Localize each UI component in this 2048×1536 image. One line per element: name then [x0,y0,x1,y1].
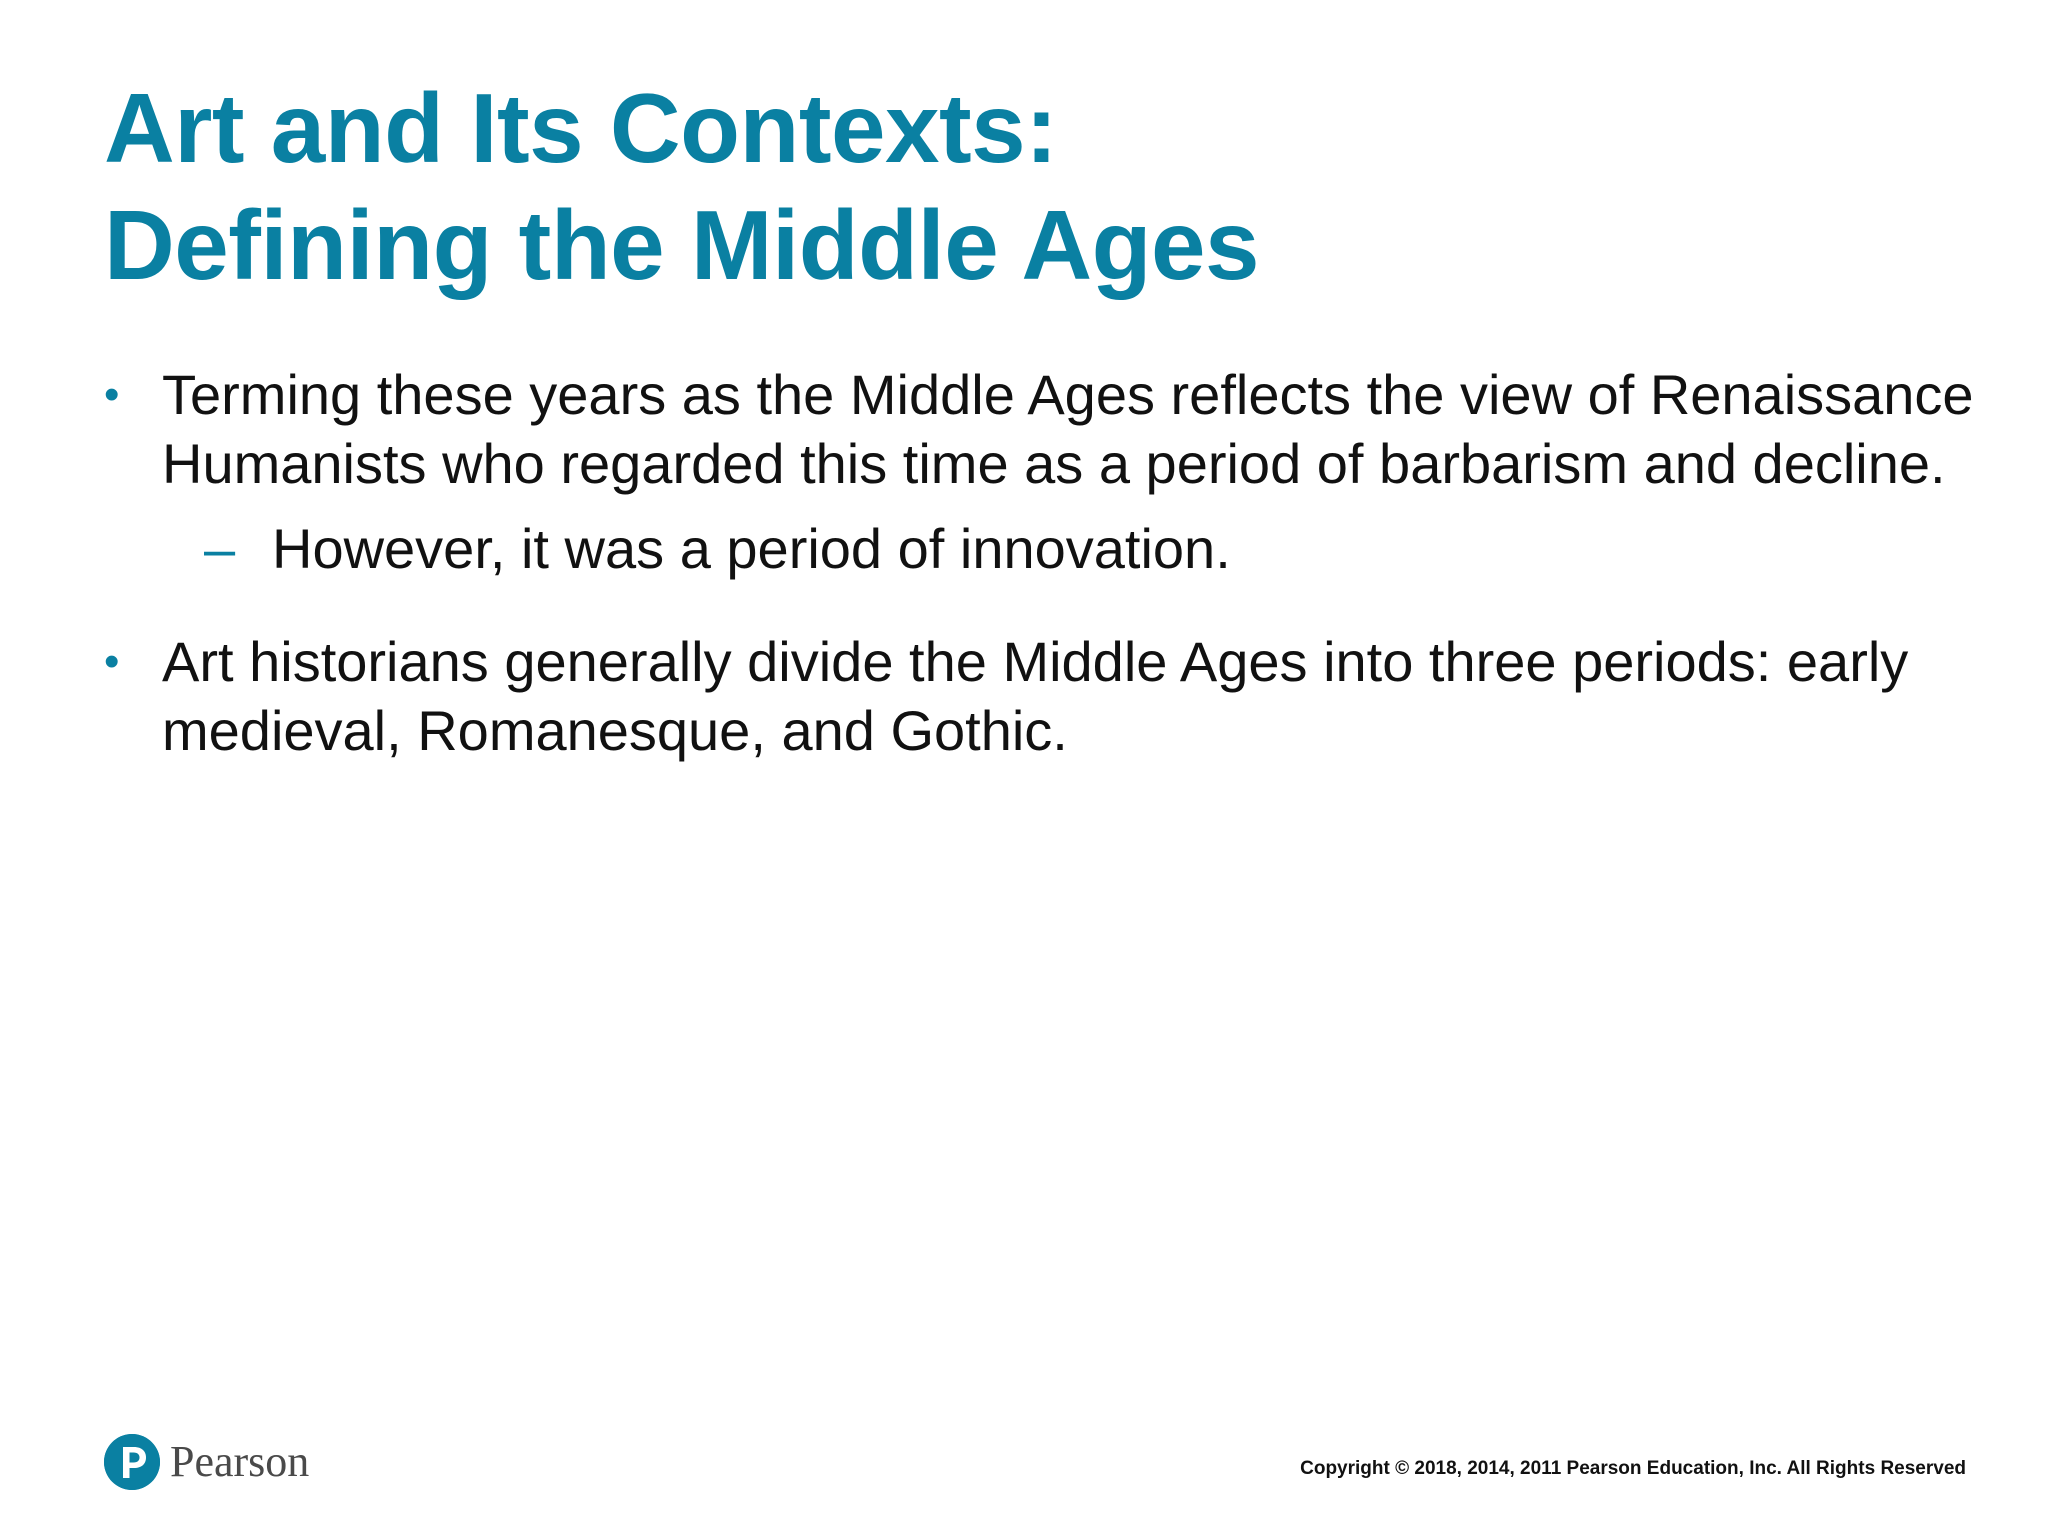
bullet-text: Art historians generally divide the Middle Ages into three periods: early medieval, Romanesque, and Gothic. [162,630,1909,762]
pearson-p-logo-icon [104,1434,160,1490]
copyright-notice: Copyright © 2018, 2014, 2011 Pearson Education, Inc. All Rights Reserved [1300,1458,1966,1479]
bullet-text: Terming these years as the Middle Ages reflects the view of Renaissance Humanists who regarded this time as a period of barbarism and decline. [162,363,1974,495]
bullet-item-1 [104,360,1984,498]
sub-bullet-item-1 [104,514,1984,583]
bullet-item-2 [104,627,1984,765]
sub-bullet-text: However, it was a period of innovation. [272,517,1231,580]
slide-title-line-1: Art and Its Contexts: [104,73,1058,183]
pearson-wordmark: Pearson [170,1437,310,1486]
bullet-marker: • [104,637,120,686]
slide-body [104,360,1984,765]
slide-title-line-2: Defining the Middle Ages [104,190,1259,300]
pearson-logo [104,1434,309,1490]
slide-title [104,70,1259,304]
sub-bullet-marker: – [204,517,236,580]
bullet-marker: • [104,370,120,419]
